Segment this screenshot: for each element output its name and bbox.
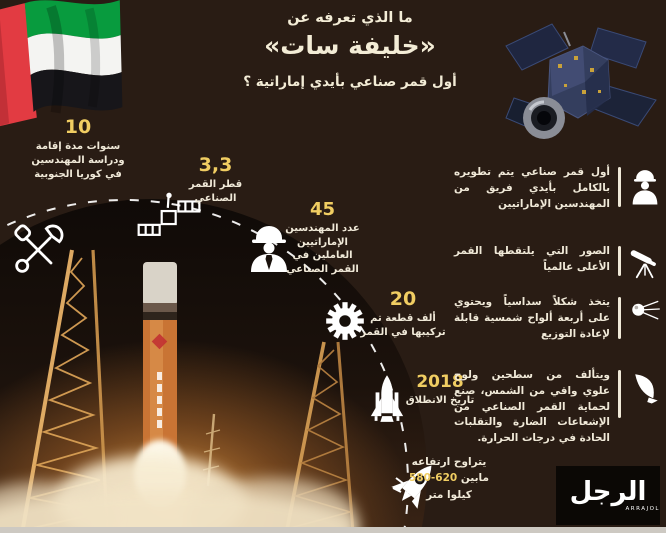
arrajol-logo — [556, 466, 660, 525]
stat-diameter — [168, 156, 263, 206]
title-subtitle: أول قمر صناعي بأيدي إماراتية ؟ — [243, 74, 457, 90]
arrajol-logo-arabic: الرجل — [569, 477, 647, 507]
stat-label-line: الصناعي — [194, 192, 237, 204]
fact-text: يتخذ شكلاً سداسياً ويحتوي على أربعة ألواح شمسية قابلة لإعادة التوزيع — [454, 296, 610, 340]
bullet-divider — [618, 370, 621, 418]
title-line1: ما الذي تعرفه عن — [287, 10, 413, 26]
fact-highest-images — [454, 244, 660, 281]
bullet-divider — [618, 297, 621, 339]
stat-label-line: يتراوح ارتفاعه — [411, 456, 487, 468]
sputnik-icon — [630, 296, 660, 328]
stat-value: 10 — [64, 116, 92, 138]
stat-label-line: سنوات مدة إقامة — [35, 140, 121, 152]
stat-value: 620-580 — [409, 472, 458, 485]
bottom-border-strip — [0, 527, 666, 533]
stat-parts-count — [348, 290, 458, 340]
stat-korea-years — [13, 118, 143, 181]
stat-label-line: عدد المهندسين — [285, 222, 360, 234]
stat-label-line: مابين — [457, 472, 489, 485]
stat-value: 45 — [309, 199, 336, 220]
stat-label-line: العاملين في — [292, 250, 353, 262]
stat-label-line: تركيبها في القمر — [360, 326, 446, 338]
stat-label-line: ودراسة المهندسين — [31, 154, 125, 166]
stat-label-line: تاريخ الانطلاق — [405, 394, 475, 406]
fact-text: ويتألف من سطحين ولوح علوي واقي من الشمس، صنع لحماية القمر الصناعي من الإشعاعات الضارة والتقلبات الحادة في درجات الحرارة. — [454, 369, 610, 445]
engineer-bust-icon — [630, 166, 660, 206]
bullet-divider — [618, 167, 621, 207]
title-block — [225, 10, 475, 90]
arrajol-logo-latin: ARRAJOL — [625, 506, 660, 512]
tools-icon — [12, 224, 64, 276]
khalifasat-satellite-illustration — [486, 6, 666, 154]
uae-flag — [0, 0, 145, 132]
bullet-divider — [618, 246, 621, 276]
title-khalifasat: «خليفة سات» — [264, 31, 436, 60]
stat-label-line: القمر الصناعي — [286, 264, 359, 276]
stat-label-line: في كوريا الجنوبية — [34, 168, 122, 180]
stat-altitude — [395, 452, 503, 503]
fact-text: الصور التي يلتقطها القمر الأعلى عالمياً — [454, 245, 610, 273]
fact-text: أول قمر صناعي يتم تطويره بالكامل بأيدي فريق من المهندسين الإماراتيين — [454, 166, 610, 210]
stat-label-line: الإماراتيين — [297, 236, 348, 248]
stat-altitude-range-line — [395, 470, 503, 486]
stat-value: 3,3 — [198, 154, 233, 176]
stat-label-line: ألف قطعة تم — [370, 312, 436, 324]
stat-label-line: كيلوا متر — [426, 488, 472, 501]
telescope-icon — [630, 245, 660, 281]
stat-value: 2018 — [416, 372, 464, 392]
stat-label-line: قطر القمر — [188, 178, 243, 190]
stat-engineers-count — [275, 201, 370, 277]
fact-hexagonal-shape — [454, 295, 660, 342]
stat-value: 20 — [389, 288, 417, 310]
satellite-dish-icon — [630, 369, 660, 405]
fact-first-emirati-satellite — [454, 165, 660, 212]
fact-protective-layers — [454, 368, 660, 447]
